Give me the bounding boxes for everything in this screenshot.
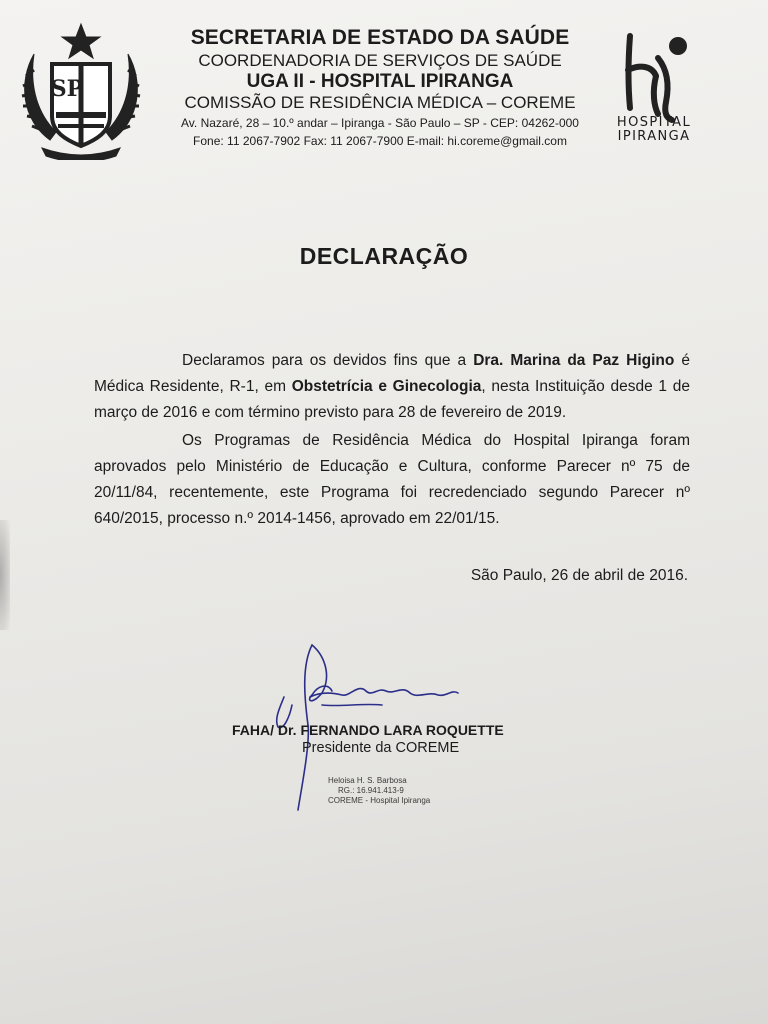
signatory-name: FAHA/ Dr. FERNANDO LARA ROQUETTE — [232, 722, 504, 738]
header-hospital: UGA II - HOSPITAL IPIRANGA — [246, 71, 514, 92]
signatory-role: Presidente da COREME — [302, 740, 460, 756]
document-body — [94, 348, 690, 534]
letterhead — [170, 26, 590, 149]
header-address: Av. Nazaré, 28 – 10.º andar – Ipiranga - São Paulo – SP - CEP: 04262-000 — [181, 116, 579, 130]
header-comissao: COMISSÃO DE RESIDÊNCIA MÉDICA – COREME — [184, 93, 576, 112]
document-title: DECLARAÇÃO — [299, 243, 469, 269]
paragraph-declaration: Declaramos para os devidos fins que a Dra. Marina da Paz Higino é Médica Residente, R-1, em Obstetrícia e Ginecologia, nesta Instituição desde 1 de março de 2016 e com término previsto para 28 de fevereiro de 2019. — [94, 352, 690, 421]
official-stamp: Heloisa H. S. Barbosa RG.: 16.941.413-9 COREME - Hospital Ipiranga — [328, 776, 431, 805]
sao-paulo-coat-of-arms-icon — [12, 20, 150, 160]
specialty: Obstetrícia e Ginecologia — [291, 378, 482, 395]
header-coordenadoria: COORDENADORIA DE SERVIÇOS DE SAÚDE — [198, 51, 562, 70]
resident-name: Dra. Marina da Paz Higino — [473, 352, 675, 369]
document-date: São Paulo, 26 de abril de 2016. — [470, 567, 688, 584]
hospital-ipiranga-wordmark: HOSPITAL IPIRANGA — [616, 115, 692, 144]
svg-text:SP: SP — [50, 76, 84, 102]
paper-shadow — [0, 520, 10, 630]
paragraph-programs: Os Programas de Residência Médica do Hospital Ipiranga foram aprovados pelo Ministério de Educação e Cultura, conforme Parecer nº 75 de 20/11/84, recentemente, este Programa foi recredenciado segundo Parecer nº 640/2015, processo n.º 2014-1456, aprovado em 22/01/15. — [94, 432, 690, 527]
header-contacts: Fone: 11 2067-7902 Fax: 11 2067-7900 E-mail: hi.coreme@gmail.com — [193, 134, 567, 148]
header-secretaria: SECRETARIA DE ESTADO DA SAÚDE — [190, 26, 570, 49]
